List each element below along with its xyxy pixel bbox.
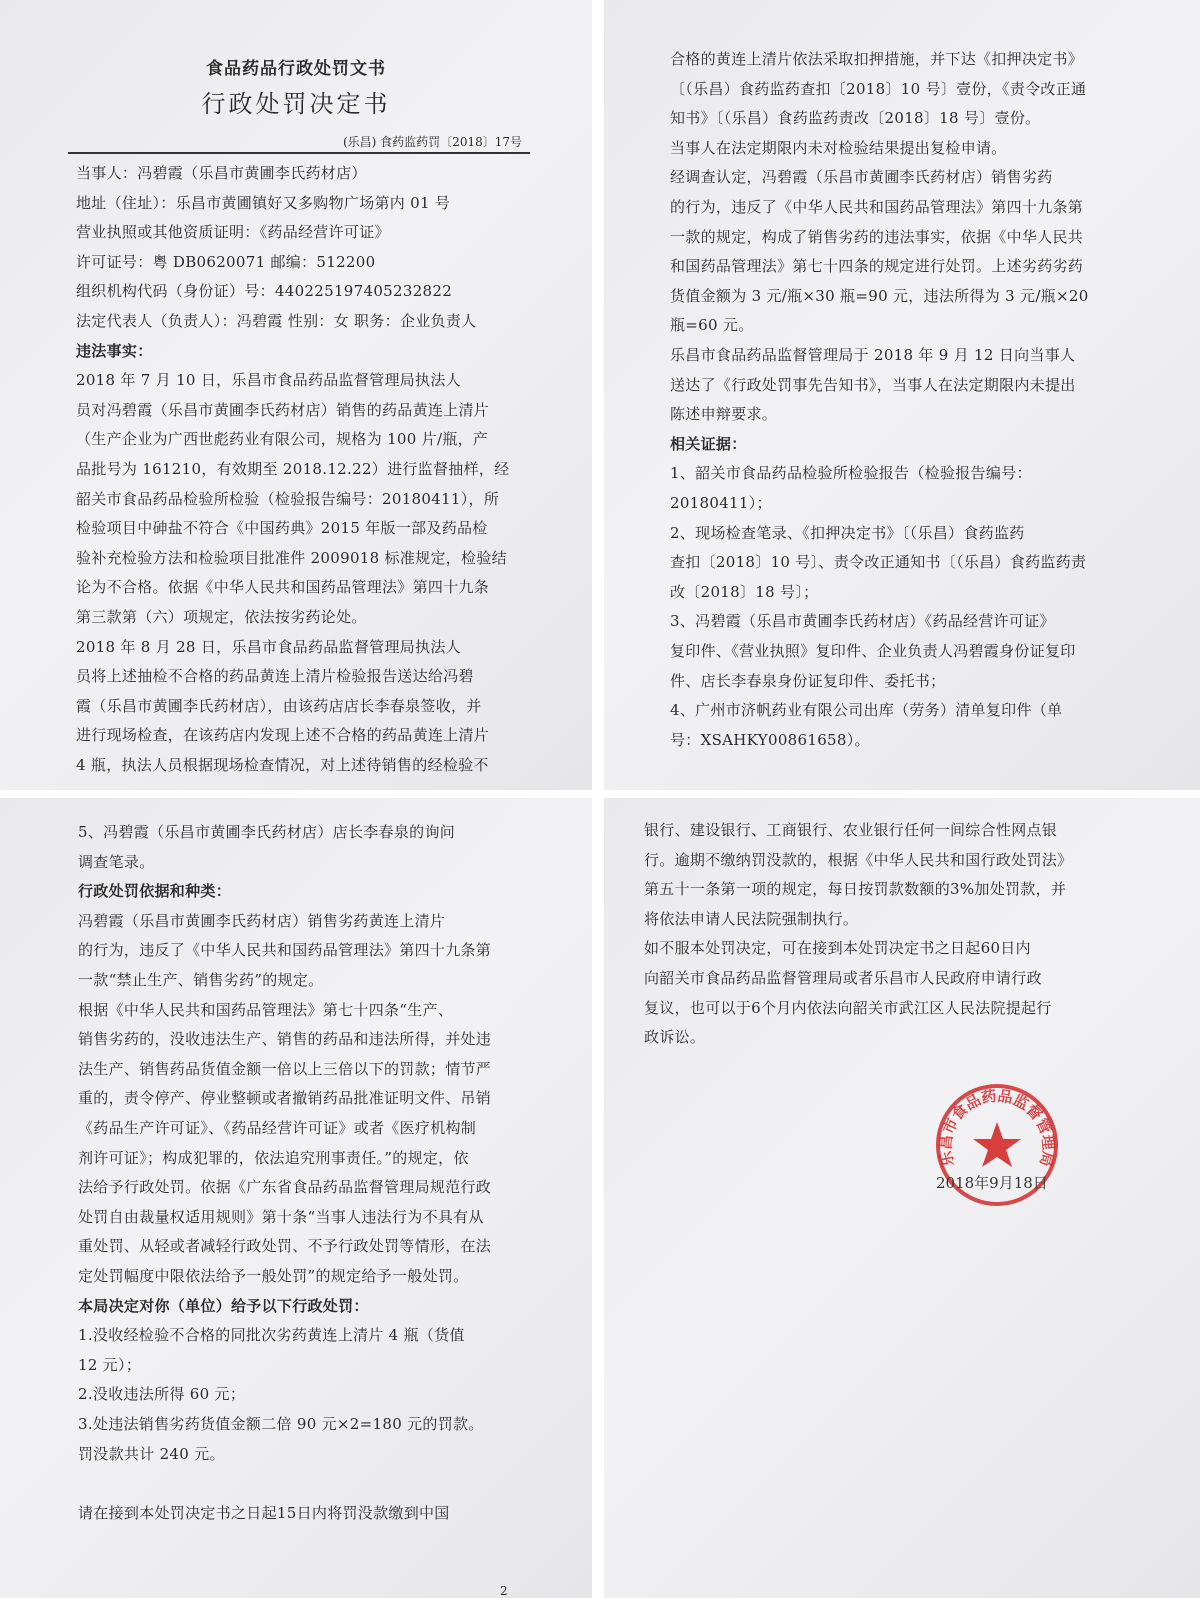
text-line: 违法事实： bbox=[76, 341, 153, 360]
text-line: 处罚自由裁量权适用规则》第十条“当事人违法行为不具有从 bbox=[78, 1207, 484, 1226]
text-line: 检验项目中砷盐不符合《中国药典》2015 年版一部及药品检 bbox=[76, 519, 488, 538]
text-line: 定处罚幅度中限依法给予一般处罚”的规定给予一般处罚。 bbox=[78, 1267, 469, 1285]
text-line: 进行现场检查，在该药店内发现上述不合格的药品黄连上清片 bbox=[76, 726, 490, 745]
text-line: 货值金额为 3 元/瓶×30 瓶=90 元，违法所得为 3 元/瓶×20 bbox=[670, 286, 1089, 305]
text-line: 行。逾期不缴纳罚没款的，根据《中华人民共和国行政处罚法》 bbox=[644, 850, 1073, 869]
text-line: 员将上述抽检不合格的药品黄连上清片检验报告送达给冯碧 bbox=[76, 667, 474, 686]
text-line: 2、现场检查笔录、《扣押决定书》〔（乐昌）食药监药 bbox=[670, 523, 1025, 542]
seal-text: 乐昌市食品药品监督管理局 bbox=[936, 1086, 1058, 1169]
text-line: 法生产、销售药品货值金额一倍以上三倍以下的罚款；情节严 bbox=[78, 1059, 492, 1078]
text-line: 请在接到本处罚决定书之日起15日内将罚没款缴到中国 bbox=[78, 1503, 450, 1522]
text-line: 1、韶关市食品药品检验所检验报告（检验报告编号： bbox=[670, 464, 1032, 483]
text-line: 送达了《行政处罚事先告知书》，当事人在法定期限内未提出 bbox=[670, 375, 1076, 394]
text-line: 号：XSAHKY00861658）。 bbox=[670, 730, 870, 749]
text-line: 3、冯碧霞（乐昌市黄圃李氏药材店）《药品经营许可证》 bbox=[670, 612, 1055, 631]
text-line: 当事人在法定期限内未对检验结果提出复检申请。 bbox=[670, 138, 1007, 157]
text-line: 的行为，违反了《中华人民共和国药品管理法》第四十九条第 bbox=[78, 941, 492, 960]
header-divider bbox=[68, 152, 530, 154]
text-line: 重的，责令停产、停业整顿或者撤销药品批准证明文件、吊销 bbox=[78, 1089, 492, 1108]
text-line: 相关证据： bbox=[670, 434, 747, 453]
text-line: 3.处违法销售劣药货值金额二倍 90 元×2=180 元的罚款。 bbox=[78, 1415, 484, 1433]
text-line: 5、冯碧霞（乐昌市黄圃李氏药材店）店长李春泉的询问 bbox=[78, 823, 456, 841]
text-line: 知书》〔（乐昌）食药监药责改〔2018〕18 号〕壹份。 bbox=[670, 109, 1041, 128]
text-line: 2.没收违法所得 60 元； bbox=[78, 1385, 246, 1404]
text-line: 1.没收经检验不合格的同批次劣药黄连上清片 4 瓶（货值 bbox=[78, 1326, 465, 1345]
text-line: 法定代表人（负责人）：冯碧霞 性别：女 职务：企业负责人 bbox=[76, 312, 477, 330]
text-line: 论为不合格。依据《中华人民共和国药品管理法》第四十九条 bbox=[76, 578, 490, 597]
text-line: 冯碧霞（乐昌市黄圃李氏药材店）销售劣药黄连上清片 bbox=[78, 911, 446, 930]
text-line: 2018 年 7 月 10 日，乐昌市食品药品监督管理局执法人 bbox=[76, 371, 461, 390]
page-3 bbox=[0, 798, 592, 1598]
text-line: 合格的黄连上清片依法采取扣押措施，并下达《扣押决定书》 bbox=[670, 50, 1084, 68]
text-line: 第五十一条第一项的规定，每日按罚款数额的3%加处罚款，并 bbox=[644, 880, 1067, 899]
text-line: 本局决定对你（单位）给予以下行政处罚： bbox=[78, 1296, 369, 1315]
text-line: 重处罚、从轻或者减轻行政处罚、不予行政处罚等情形，在法 bbox=[78, 1237, 492, 1256]
text-line: 将依法申请人民法院强制执行。 bbox=[644, 909, 859, 928]
text-line: 复议，也可以于6个月内依法向韶关市武江区人民法院提起行 bbox=[644, 998, 1052, 1017]
text-line: 剂许可证》；构成犯罪的，依法追究刑事责任。”的规定，依 bbox=[78, 1148, 469, 1167]
text-line: 复印件、《营业执照》复印件、企业负责人冯碧霞身份证复印 bbox=[670, 642, 1076, 660]
page-2 bbox=[604, 0, 1200, 790]
text-line: 查扣〔2018〕10 号〕、责令改正通知书〔（乐昌）食药监药责 bbox=[670, 553, 1087, 572]
text-line: 乐昌市食品药品监督管理局于 2018 年 9 月 12 日向当事人 bbox=[670, 346, 1076, 364]
text-line: 4 瓶，执法人员根据现场检查情况，对上述待销售的经检验不 bbox=[76, 756, 489, 774]
text-line: 品批号为 161210，有效期至 2018.12.22）进行监督抽样，经 bbox=[76, 460, 510, 478]
text-line: 〔（乐昌）食药监药查扣〔2018〕10 号〕壹份，《责令改正通 bbox=[670, 79, 1087, 98]
page-number: 2 bbox=[500, 1584, 508, 1598]
text-line: 件、店长李春泉身份证复印件、委托书； bbox=[670, 671, 946, 690]
text-line: 验补充检验方法和检验项目批准件 2009018 标准规定，检验结 bbox=[76, 548, 507, 567]
text-line: 经调查认定，冯碧霞（乐昌市黄圃李氏药材店）销售劣药 bbox=[670, 168, 1053, 187]
text-line: 和国药品管理法》第七十四条的规定进行处罚。上述劣药劣药 bbox=[670, 257, 1084, 276]
document-type: 食品药品行政处罚文书 bbox=[206, 59, 386, 79]
text-line: 政诉讼。 bbox=[644, 1028, 706, 1047]
text-line: 销售劣药的，没收违法生产、销售的药品和违法所得，并处违 bbox=[78, 1030, 492, 1049]
seal-date: 2018年9月18日 bbox=[936, 1174, 1048, 1192]
text-line: 第三款第（六）项规定，依法按劣药论处。 bbox=[76, 608, 367, 626]
text-line: 陈述申辩要求。 bbox=[670, 405, 778, 424]
text-line: 行政处罚依据和种类： bbox=[78, 882, 232, 901]
text-line: 根据《中华人民共和国药品管理法》第七十四条“生产、 bbox=[78, 1000, 454, 1019]
text-line: 瓶=60 元。 bbox=[670, 316, 754, 335]
text-line: 营业执照或其他资质证明：《药品经营许可证》 bbox=[76, 223, 390, 242]
text-line: 《药品生产许可证》、《药品经营许可证》或者《医疗机构制 bbox=[78, 1119, 477, 1137]
text-line: 向韶关市食品药品监督管理局或者乐昌市人民政府申请行政 bbox=[644, 969, 1042, 987]
text-line: 霞（乐昌市黄圃李氏药材店），由该药店店长李春泉签收，并 bbox=[76, 696, 482, 715]
page-1 bbox=[0, 0, 592, 790]
text-line: 2018 年 8 月 28 日，乐昌市食品药品监督管理局执法人 bbox=[76, 637, 461, 656]
text-line: 当事人：冯碧霞（乐昌市黄圃李氏药材店） bbox=[76, 164, 367, 182]
text-line: 调查笔录。 bbox=[78, 852, 155, 871]
text-line: 如不服本处罚决定，可在接到本处罚决定书之日起60日内 bbox=[644, 939, 1031, 958]
text-line: 地址（住址）：乐昌市黄圃镇好又多购物广场第内 01 号 bbox=[76, 193, 451, 212]
text-line: （生产企业为广西世彪药业有限公司，规格为 100 片/瓶，产 bbox=[76, 430, 489, 449]
text-line: 罚没款共计 240 元。 bbox=[78, 1444, 225, 1463]
page-4 bbox=[604, 798, 1200, 1598]
text-line: 20180411）； bbox=[670, 494, 772, 512]
text-line: 一款“禁止生产、销售劣药”的规定。 bbox=[78, 971, 324, 989]
text-line: 一款的规定，构成了销售劣药的违法事实，依据《中华人民共 bbox=[670, 227, 1084, 246]
text-line: 4、广州市济帆药业有限公司出库（劳务）清单复印件（单 bbox=[670, 701, 1063, 720]
text-line: 的行为，违反了《中华人民共和国药品管理法》第四十九条第 bbox=[670, 198, 1084, 216]
text-line: 改〔2018〕18 号〕； bbox=[670, 582, 819, 601]
text-line: 许可证号：粤 DB0620071 邮编：512200 bbox=[76, 252, 376, 271]
document-title: 行政处罚决定书 bbox=[201, 90, 391, 118]
text-line: 银行、建设银行、工商银行、农业银行任何一间综合性网点银 bbox=[644, 821, 1058, 839]
text-line: 组织机构代码（身份证）号：440225197405232822 bbox=[76, 282, 453, 301]
text-line: 员对冯碧霞（乐昌市黄圃李氏药材店）销售的药品黄连上清片 bbox=[76, 400, 490, 419]
text-line: 法给予行政处罚。依据《广东省食品药品监督管理局规范行政 bbox=[78, 1178, 492, 1197]
document-number: (乐昌) 食药监药罚〔2018〕17号 bbox=[343, 135, 522, 149]
text-line: 12 元）； bbox=[78, 1355, 142, 1374]
text-line: 韶关市食品药品检验所检验（检验报告编号：20180411），所 bbox=[76, 489, 500, 508]
